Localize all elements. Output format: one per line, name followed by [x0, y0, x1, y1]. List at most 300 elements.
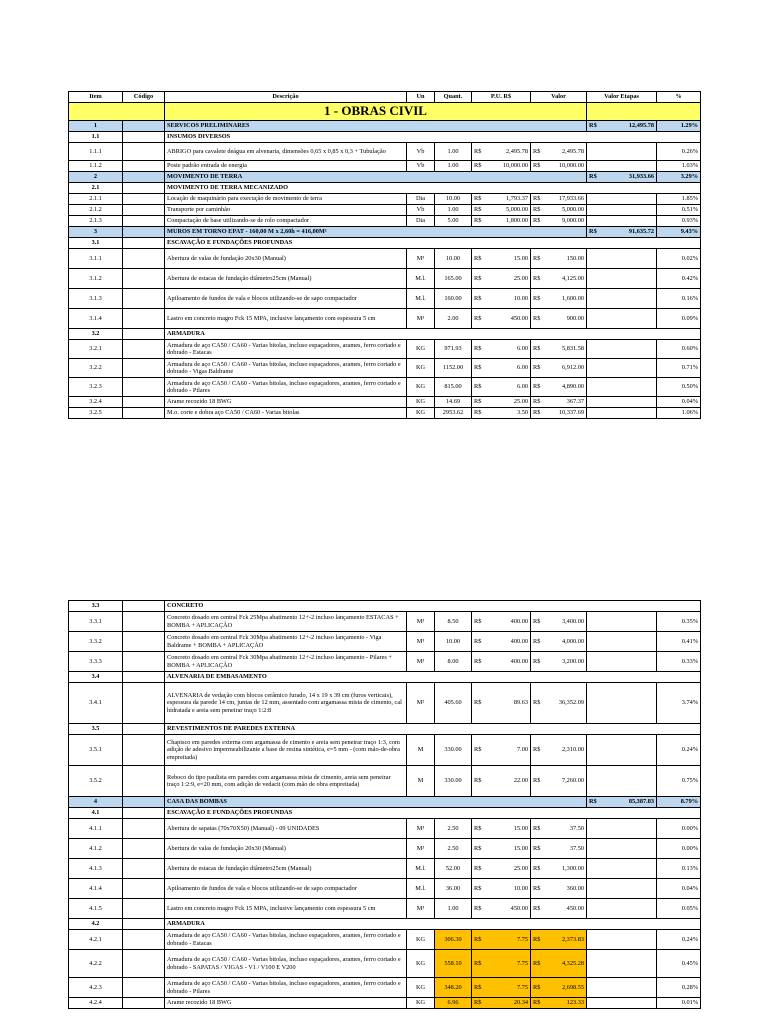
- item-number: 3.1.3: [69, 289, 123, 309]
- value: 3,400.00: [550, 612, 587, 632]
- banner-spacer: [69, 103, 165, 121]
- unit-price: 10,000.00: [491, 161, 531, 172]
- subsection-description: REVESTIMENTOS DE PAREDES EXTERNA: [165, 724, 701, 735]
- item-description: Concreto dosado em central Fck 30Mpa abatimento 12+-2 incluso lançamento - Pilares + BOMBA + APLICAÇÃO: [165, 652, 407, 672]
- unit: M.l.: [407, 879, 435, 899]
- stage-row: [69, 227, 701, 238]
- item-number: 3.2.5: [69, 408, 123, 419]
- codigo-cell: [123, 819, 165, 839]
- codigo-cell: [123, 309, 165, 329]
- codigo-cell: [123, 143, 165, 161]
- codigo-cell: [123, 249, 165, 269]
- item-number: 4.2.3: [69, 978, 123, 998]
- table-row: [69, 632, 701, 652]
- value: 5,831.58: [550, 340, 587, 359]
- item-number: 3.3.1: [69, 612, 123, 632]
- percent: 0.51%: [657, 205, 701, 216]
- stage-percent: 8.79%: [657, 797, 701, 808]
- unit: M.l.: [407, 289, 435, 309]
- currency-label: R$: [472, 205, 491, 216]
- budget-table-bottom: [68, 600, 701, 1009]
- stage-value-empty: [587, 632, 657, 652]
- unit: M²: [407, 683, 435, 724]
- quantity: 306.30: [435, 930, 472, 950]
- codigo-cell: [123, 183, 165, 194]
- table-row: [69, 249, 701, 269]
- value: 4,125.00: [550, 269, 587, 289]
- unit-price: 10.00: [491, 289, 531, 309]
- unit-price: 2,495.78: [491, 143, 531, 161]
- percent: 0.93%: [657, 216, 701, 227]
- table-row: [69, 359, 701, 378]
- quantity: 1.00: [435, 161, 472, 172]
- value: 7,260.00: [550, 766, 587, 797]
- item-description: Abertura de valas de fundação 20x30 (Manual): [165, 249, 407, 269]
- currency-label: R$: [531, 683, 550, 724]
- table-row: [69, 216, 701, 227]
- stage-value-empty: [587, 683, 657, 724]
- table-row: [69, 998, 701, 1009]
- header-un: Un: [407, 92, 435, 103]
- item-description: Apiloamento de fundos de vala e blocos utilizando-se de sapo compactador: [165, 879, 407, 899]
- stage-value-empty: [587, 378, 657, 397]
- item-number: 3.2.3: [69, 378, 123, 397]
- codigo-cell: [123, 216, 165, 227]
- header-pu: P.U. R$: [472, 92, 531, 103]
- section-banner: 1 - OBRAS CIVIL: [165, 103, 587, 121]
- item-number: 3.3.3: [69, 652, 123, 672]
- stage-value-empty: [587, 930, 657, 950]
- item-number: 3.1.2: [69, 269, 123, 289]
- currency-label: R$: [531, 249, 550, 269]
- item-number: 3.1: [69, 238, 123, 249]
- budget-rows-top: [69, 121, 701, 419]
- unit: M.l.: [407, 269, 435, 289]
- value: 36,352.09: [550, 683, 587, 724]
- stage-value-empty: [587, 819, 657, 839]
- currency-label: R$: [472, 652, 491, 672]
- currency-label: R$: [531, 205, 550, 216]
- header-quant: Quant.: [435, 92, 472, 103]
- stage-description: CASA DAS BOMBAS: [165, 797, 587, 808]
- table-row: [69, 309, 701, 329]
- codigo-cell: [123, 408, 165, 419]
- subsection-row: [69, 724, 701, 735]
- value: 5,000.00: [550, 205, 587, 216]
- item-description: Armadura de aço CA50 / CA60 - Varias bitolas, incluso espaçadores, arames, ferro cortado e dobrado - Pilares: [165, 978, 407, 998]
- unit-price: 400.00: [491, 632, 531, 652]
- quantity: 971.93: [435, 340, 472, 359]
- currency-label: R$: [472, 216, 491, 227]
- unit: KG: [407, 998, 435, 1009]
- value: 1,300.00: [550, 859, 587, 879]
- table-row: [69, 735, 701, 766]
- percent: 0.26%: [657, 143, 701, 161]
- quantity: 330.00: [435, 735, 472, 766]
- currency-label: R$: [587, 797, 605, 808]
- subsection-description: CONCRETO: [165, 601, 701, 612]
- header-valor-etapas: Valor Etapas: [587, 92, 657, 103]
- item-number: 2.1.2: [69, 205, 123, 216]
- stage-row: [69, 172, 701, 183]
- unit: M³: [407, 652, 435, 672]
- item-number: 1: [69, 121, 123, 132]
- currency-label: R$: [531, 269, 550, 289]
- item-number: 4.2.1: [69, 930, 123, 950]
- value: 150.00: [550, 249, 587, 269]
- unit-price: 7.75: [491, 950, 531, 978]
- item-number: 1.1: [69, 132, 123, 143]
- value: 2,495.78: [550, 143, 587, 161]
- unit: M: [407, 735, 435, 766]
- unit-price: 400.00: [491, 652, 531, 672]
- currency-label: R$: [472, 950, 491, 978]
- currency-label: R$: [472, 161, 491, 172]
- codigo-cell: [123, 998, 165, 1009]
- unit: M³: [407, 309, 435, 329]
- codigo-cell: [123, 172, 165, 183]
- unit: Vb: [407, 205, 435, 216]
- table-row: [69, 408, 701, 419]
- currency-label: R$: [531, 378, 550, 397]
- stage-description: MOVIMENTO DE TERRA: [165, 172, 587, 183]
- item-number: 3.5.1: [69, 735, 123, 766]
- item-description: Armadura de aço CA50 / CA60 - Varias bitolas, incluso espaçadores, arames, ferro cortado e dobrado - Estacas: [165, 340, 407, 359]
- codigo-cell: [123, 919, 165, 930]
- quantity: 52.00: [435, 859, 472, 879]
- codigo-cell: [123, 227, 165, 238]
- stage-percent: 9.43%: [657, 227, 701, 238]
- currency-label: R$: [472, 289, 491, 309]
- stage-value-empty: [587, 950, 657, 978]
- currency-label: R$: [587, 227, 605, 238]
- quantity: 8.00: [435, 652, 472, 672]
- codigo-cell: [123, 340, 165, 359]
- currency-label: R$: [531, 819, 550, 839]
- unit-price: 6.00: [491, 340, 531, 359]
- table-row: [69, 205, 701, 216]
- stage-value-empty: [587, 839, 657, 859]
- stage-value-empty: [587, 216, 657, 227]
- codigo-cell: [123, 161, 165, 172]
- unit: M³: [407, 819, 435, 839]
- unit-price: 15.00: [491, 839, 531, 859]
- quantity: 2.50: [435, 839, 472, 859]
- stage-total: 85,387.83: [605, 797, 657, 808]
- value: 450.00: [550, 899, 587, 919]
- currency-label: R$: [531, 161, 550, 172]
- currency-label: R$: [472, 683, 491, 724]
- table-row: [69, 194, 701, 205]
- item-description: Armadura de aço CA50 / CA60 - Varias bitolas, incluso espaçadores, arames, ferro cortado e dobrado - Vigas Baldrame: [165, 359, 407, 378]
- currency-label: R$: [531, 408, 550, 419]
- item-number: 3.5.2: [69, 766, 123, 797]
- item-number: 4.1.1: [69, 819, 123, 839]
- item-description: Concreto dosado em central Fck 30Mpa abatimento 12+-2 incluso lançamento - Viga Baldrame + BOMBA + APLICAÇÃO: [165, 632, 407, 652]
- percent: 0.75%: [657, 766, 701, 797]
- percent: 0.41%: [657, 632, 701, 652]
- currency-label: R$: [472, 632, 491, 652]
- currency-label: R$: [472, 839, 491, 859]
- table-row: [69, 161, 701, 172]
- codigo-cell: [123, 735, 165, 766]
- unit-price: 7.75: [491, 930, 531, 950]
- subsection-row: [69, 808, 701, 819]
- unit-price: 3.50: [491, 408, 531, 419]
- item-number: 3.3.2: [69, 632, 123, 652]
- table-row: [69, 289, 701, 309]
- table-row: [69, 839, 701, 859]
- value: 4,890.00: [550, 378, 587, 397]
- currency-label: R$: [472, 766, 491, 797]
- value: 2,310.00: [550, 735, 587, 766]
- codigo-cell: [123, 289, 165, 309]
- header-pct: %: [657, 92, 701, 103]
- currency-label: R$: [531, 978, 550, 998]
- currency-label: R$: [472, 359, 491, 378]
- currency-label: R$: [472, 340, 491, 359]
- percent: 0.13%: [657, 859, 701, 879]
- item-number: 3.5: [69, 724, 123, 735]
- stage-value-empty: [587, 359, 657, 378]
- table-row: [69, 143, 701, 161]
- unit: KG: [407, 950, 435, 978]
- quantity: 1.00: [435, 899, 472, 919]
- unit: KG: [407, 340, 435, 359]
- stage-percent: 1.29%: [657, 121, 701, 132]
- percent: 0.28%: [657, 978, 701, 998]
- currency-label: R$: [531, 397, 550, 408]
- stage-value-empty: [587, 899, 657, 919]
- quantity: 165.00: [435, 269, 472, 289]
- subsection-description: ALVENARIA DE EMBASAMENTO: [165, 672, 701, 683]
- quantity: 348.20: [435, 978, 472, 998]
- table-row: [69, 378, 701, 397]
- subsection-row: [69, 601, 701, 612]
- currency-label: R$: [531, 612, 550, 632]
- item-number: 4.2: [69, 919, 123, 930]
- subsection-description: MOVIMENTO DE TERRA MECANIZADO: [165, 183, 701, 194]
- stage-value-empty: [587, 978, 657, 998]
- currency-label: R$: [472, 143, 491, 161]
- section-banner-row: [69, 103, 701, 121]
- codigo-cell: [123, 632, 165, 652]
- unit-price: 450.00: [491, 899, 531, 919]
- stage-value-empty: [587, 143, 657, 161]
- value: 6,912.00: [550, 359, 587, 378]
- codigo-cell: [123, 899, 165, 919]
- table-row: [69, 899, 701, 919]
- item-description: Locação de maquinário para execução de movimento de terra: [165, 194, 407, 205]
- codigo-cell: [123, 724, 165, 735]
- currency-label: R$: [472, 397, 491, 408]
- currency-label: R$: [531, 899, 550, 919]
- percent: 0.50%: [657, 378, 701, 397]
- item-number: 4.1: [69, 808, 123, 819]
- table-row: [69, 683, 701, 724]
- quantity: 1.00: [435, 205, 472, 216]
- currency-label: R$: [472, 612, 491, 632]
- unit: KG: [407, 978, 435, 998]
- currency-label: R$: [531, 632, 550, 652]
- codigo-cell: [123, 329, 165, 340]
- currency-label: R$: [531, 839, 550, 859]
- currency-label: R$: [531, 216, 550, 227]
- item-number: 3.1.4: [69, 309, 123, 329]
- currency-label: R$: [472, 998, 491, 1009]
- currency-label: R$: [531, 879, 550, 899]
- value: 37.50: [550, 819, 587, 839]
- percent: 0.02%: [657, 249, 701, 269]
- subsection-row: [69, 238, 701, 249]
- percent: 0.04%: [657, 879, 701, 899]
- quantity: 5.00: [435, 216, 472, 227]
- currency-label: R$: [472, 879, 491, 899]
- subsection-row: [69, 919, 701, 930]
- currency-label: R$: [472, 978, 491, 998]
- unit: M.l.: [407, 859, 435, 879]
- header-codigo: Código: [123, 92, 165, 103]
- unit-price: 400.00: [491, 612, 531, 632]
- item-number: 2: [69, 172, 123, 183]
- stage-value-empty: [587, 766, 657, 797]
- currency-label: R$: [531, 766, 550, 797]
- unit-price: 450.00: [491, 309, 531, 329]
- table-row: [69, 397, 701, 408]
- item-number: 4.2.2: [69, 950, 123, 978]
- codigo-cell: [123, 601, 165, 612]
- currency-label: R$: [472, 249, 491, 269]
- percent: 0.35%: [657, 612, 701, 632]
- value: 3,200.00: [550, 652, 587, 672]
- currency-label: R$: [472, 269, 491, 289]
- percent: 3.74%: [657, 683, 701, 724]
- unit-price: 6.00: [491, 378, 531, 397]
- quantity: 36.00: [435, 879, 472, 899]
- codigo-cell: [123, 672, 165, 683]
- table-row: [69, 879, 701, 899]
- item-number: 2.1: [69, 183, 123, 194]
- codigo-cell: [123, 859, 165, 879]
- currency-label: R$: [587, 172, 605, 183]
- stage-value-empty: [587, 161, 657, 172]
- quantity: 405.60: [435, 683, 472, 724]
- subsection-description: ARMADURA: [165, 329, 701, 340]
- item-description: Reboco do tipo paulista em paredes com argamassa mista de cimento, areia sem peneirar traço 1:2:9, e=20 mm, com adição de vedacit (com mão de obra empreitada): [165, 766, 407, 797]
- item-number: 3.4.1: [69, 683, 123, 724]
- item-number: 4.1.4: [69, 879, 123, 899]
- currency-label: R$: [472, 819, 491, 839]
- subsection-row: [69, 132, 701, 143]
- quantity: 815.00: [435, 378, 472, 397]
- currency-label: R$: [531, 735, 550, 766]
- subsection-row: [69, 672, 701, 683]
- item-description: ABRIGO para cavalete deágua em alvenaria, dimensões 0,65 x 0,85 x 0,3 + Tubulação: [165, 143, 407, 161]
- quantity: 558.10: [435, 950, 472, 978]
- unit: M³: [407, 249, 435, 269]
- percent: 1.06%: [657, 408, 701, 419]
- codigo-cell: [123, 978, 165, 998]
- table-row: [69, 612, 701, 632]
- unit: M: [407, 766, 435, 797]
- percent: 0.04%: [657, 397, 701, 408]
- value: 10,337.69: [550, 408, 587, 419]
- stage-row: [69, 797, 701, 808]
- subsection-description: ESCAVAÇÃO E FUNDAÇÕES PROFUNDAS: [165, 808, 701, 819]
- value: 4,325.28: [550, 950, 587, 978]
- currency-label: R$: [531, 652, 550, 672]
- value: 360.00: [550, 879, 587, 899]
- item-number: 3.2.1: [69, 340, 123, 359]
- codigo-cell: [123, 359, 165, 378]
- currency-label: R$: [531, 194, 550, 205]
- item-description: Lastro em concreto magro Fck 15 MPA, inclusive lançamento com espessura 5 cm: [165, 309, 407, 329]
- quantity: 2.50: [435, 819, 472, 839]
- codigo-cell: [123, 612, 165, 632]
- unit-price: 10.00: [491, 879, 531, 899]
- item-number: 4.1.5: [69, 899, 123, 919]
- stage-value-empty: [587, 879, 657, 899]
- unit-price: 25.00: [491, 397, 531, 408]
- header-valor: Valor: [531, 92, 587, 103]
- stage-description: MUROS EM TORNO EPAT - 160,00 M x 2,60h = 416,00M²: [165, 227, 587, 238]
- quantity: 160.00: [435, 289, 472, 309]
- codigo-cell: [123, 378, 165, 397]
- currency-label: R$: [531, 340, 550, 359]
- value: 2,373.83: [550, 930, 587, 950]
- value: 123.33: [550, 998, 587, 1009]
- item-description: M.o. corte e dobra aço CA50 / CA60 - Varias bitolas: [165, 408, 407, 419]
- stage-value-empty: [587, 340, 657, 359]
- item-number: 3.4: [69, 672, 123, 683]
- unit-price: 15.00: [491, 249, 531, 269]
- percent: 0.24%: [657, 735, 701, 766]
- item-description: Abertura de estacas de fundação diâmetro25cm (Manual): [165, 269, 407, 289]
- value: 17,933.66: [550, 194, 587, 205]
- currency-label: R$: [531, 289, 550, 309]
- stage-total: 12,495.78: [605, 121, 657, 132]
- item-number: 3: [69, 227, 123, 238]
- codigo-cell: [123, 879, 165, 899]
- stage-value-empty: [587, 652, 657, 672]
- currency-label: R$: [531, 359, 550, 378]
- header-item: Item: [69, 92, 123, 103]
- value: 37.50: [550, 839, 587, 859]
- codigo-cell: [123, 808, 165, 819]
- quantity: 2.00: [435, 309, 472, 329]
- currency-label: R$: [472, 735, 491, 766]
- percent: 0.71%: [657, 359, 701, 378]
- quantity: 330.00: [435, 766, 472, 797]
- value: 9,000.00: [550, 216, 587, 227]
- item-number: 2.1.1: [69, 194, 123, 205]
- codigo-cell: [123, 797, 165, 808]
- item-description: Abertura de estacas de fundação diâmetro25cm (Manual): [165, 859, 407, 879]
- unit: Dia: [407, 216, 435, 227]
- percent: 0.09%: [657, 309, 701, 329]
- table-row: [69, 766, 701, 797]
- quantity: 8.50: [435, 612, 472, 632]
- percent: 0.01%: [657, 998, 701, 1009]
- currency-label: R$: [531, 309, 550, 329]
- codigo-cell: [123, 766, 165, 797]
- item-number: 3.1.1: [69, 249, 123, 269]
- item-description: ALVENARIA de vedação com blocos cerâmico furado, 14 x 19 x 39 cm (furos verticais), espessura da parede 14 cm, juntas de 12 mm, assentado com argamassa mista de cimento, cal hidratada e areia sem peneirar traço 1:2:8: [165, 683, 407, 724]
- subsection-row: [69, 183, 701, 194]
- stage-row: [69, 121, 701, 132]
- budget-rows-bottom: [69, 601, 701, 1009]
- stage-value-empty: [587, 194, 657, 205]
